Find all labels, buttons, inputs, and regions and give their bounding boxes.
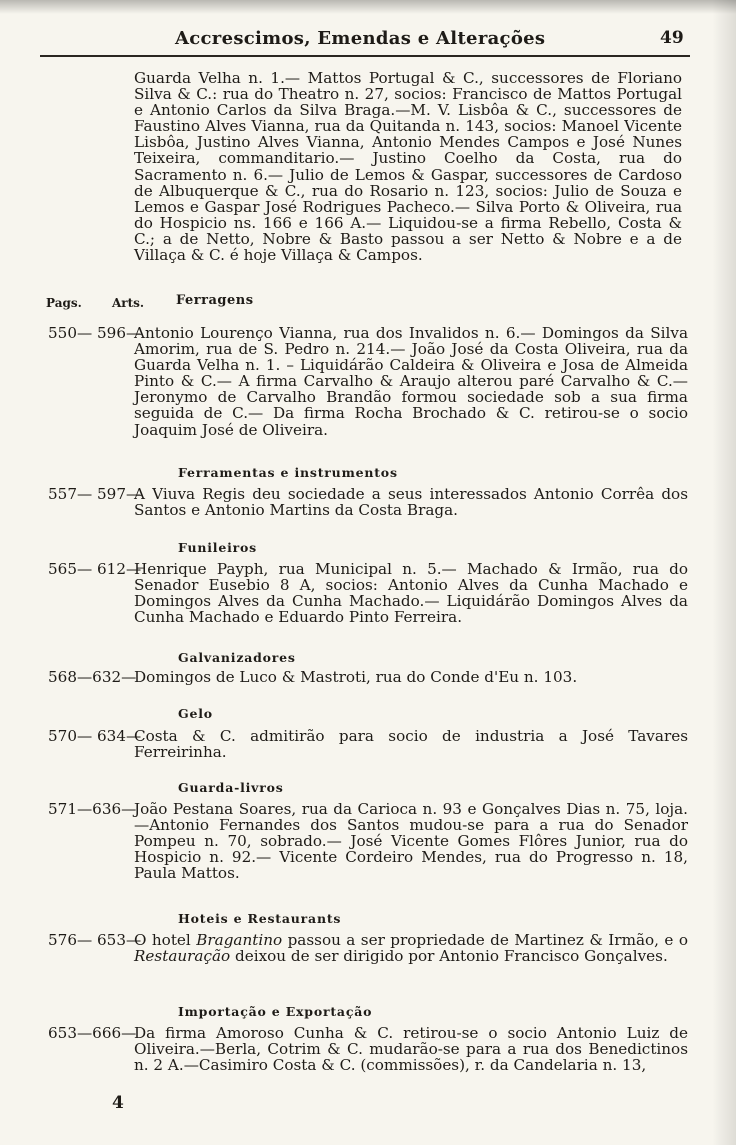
scan-shadow-top [0, 0, 736, 14]
entry-ferramentas [48, 486, 688, 518]
section-title-guarda-livros: Guarda-livros [178, 780, 284, 795]
section-title-galvanizadores: Galvanizadores [178, 650, 296, 665]
entry-hoteis [48, 932, 688, 964]
entry-ferragens [48, 325, 688, 438]
page-number: 49 [660, 28, 684, 48]
section-title-hoteis: Hoteis e Restaurants [178, 911, 342, 926]
scan-shadow-edge [712, 0, 736, 1145]
entry-text: João Pestana Soares, rua da Carioca n. 93 e Gonçalves Dias n. 75, loja.—Antonio Fernandes dos Santos mudou-se para a rua do Senador Pompeu n. 70, sobrado.— José Vicente Gomes Flôres Junior, rua do Hospicio n. 92.— Vicente Cordeiro Mendes, rua do Progresso n. 18, Paula Mattos. [134, 800, 688, 883]
entry-importacao [48, 1025, 688, 1073]
entry-text [134, 932, 688, 964]
section-title-importacao: Importação e Exportação [178, 1004, 373, 1019]
header-rule [40, 55, 690, 57]
entry-text: Costa & C. admitirão para socio de industria a José Tavares Ferreirinha. [134, 727, 688, 762]
entry-funileiros [48, 561, 688, 625]
entry-galvanizadores [48, 669, 688, 685]
hotel-name: Bragantino [196, 931, 283, 949]
column-header-pags: Pags. [46, 296, 82, 310]
entry-reference: 653—666— [48, 1024, 137, 1042]
signature-mark: 4 [112, 1093, 124, 1113]
entry-reference: 565— 612— [48, 560, 142, 578]
entry-reference: 571—636— [48, 800, 137, 818]
column-header-arts: Arts. [112, 296, 145, 310]
entry-text-part: deixou de ser dirigido por Antonio Francisco Gonçalves. [230, 947, 668, 966]
section-title-funileiros: Funileiros [178, 540, 257, 555]
entry-text-part: passou a ser propriedade de Martinez & Irmão, e o [282, 931, 689, 949]
entry-text-part: O hotel [134, 931, 197, 949]
entry-text: Domingos de Luco & Mastroti, rua do Conde d'Eu n. 103. [134, 668, 578, 686]
entry-reference: 550— 596— [48, 324, 142, 342]
entry-text: Henrique Payph, rua Municipal n. 5.— Machado & Irmão, rua do Senador Eusebio 8 A, socios: Antonio Alves da Cunha Machado e Domingos Alves da Cunha Machado.— Liquidárão Domingos Alves da Cunha Machado e Eduardo Pinto Ferreira. [134, 560, 688, 627]
entry-reference: 557— 597— [48, 485, 142, 503]
entry-reference: 568—632— [48, 668, 137, 686]
intro-paragraph: Guarda Velha n. 1.— Mattos Portugal & C., successores de Floriano Silva & C.: rua do Theatro n. 27, socios: Francisco de Mattos Portugal e Antonio Carlos da Silva Braga.—M. V. Lisbôa & C., successores de Faustino Alves Vianna, rua da Quitanda n. 143, socios: Manoel Vicente Lisbôa, Justino Alves Vianna, Antonio Mendes Campos e José Nunes Teixeira, commanditario.— Justino Coelho da Costa, rua do Sacramento n. 6.— Julio de Lemos & Gaspar, successores de Cardoso de Albuquerque & C., rua do Rosario n. 123, socios: Julio de Souza e Lemos e Gaspar José Rodrigues Pacheco.— Silva Porto & Oliveira, rua do Hospicio ns. 166 e 166 A.— Liquidou-se a firma Rebello, Costa & C.; a de Netto, Nobre & Basto passou a ser Netto & Nobre e a de Villaça & C. é hoje Villaça & Campos. [134, 69, 682, 265]
section-title-ferramentas: Ferramentas e instrumentos [178, 465, 398, 480]
entry-reference: 576— 653— [48, 931, 142, 949]
page-header [0, 22, 736, 52]
section-title-gelo: Gelo [178, 706, 213, 721]
restaurant-name: Restauração [134, 947, 231, 966]
entry-text: A Viuva Regis deu sociedade a seus interessados Antonio Corrêa dos Santos e Antonio Martins da Costa Braga. [134, 485, 688, 520]
entry-text: Antonio Lourenço Vianna, rua dos Invalidos n. 6.— Domingos da Silva Amorim, rua de S. Pedro n. 214.— João José da Costa Oliveira, rua da Guarda Velha n. 1. – Liquidárão Caldeira & Oliveira e Josa de Almeida Pinto & C.— A firma Carvalho & Araujo alterou paré Carvalho & C.— Jeronymo de Carvalho Brandão formou sociedade sob a sua firma seguida de C.— Da firma Rocha Brochado & C. retirou-se o socio Joaquim José de Oliveira. [134, 324, 688, 439]
entry-guarda-livros [48, 801, 688, 881]
entry-text: Da firma Amoroso Cunha & C. retirou-se o socio Antonio Luiz de Oliveira.—Berla, Cotrim & C. mudarão-se para a rua dos Benedictinos n. 2 A.—Casimiro Costa & C. (commissões), r. da Candelaria n. 13, [134, 1024, 688, 1075]
running-title: Accrescimos, Emendas e Alterações [175, 28, 546, 49]
entry-reference: 570— 634— [48, 727, 142, 745]
section-title-ferragens: Ferragens [176, 293, 254, 308]
entry-gelo [48, 728, 688, 760]
